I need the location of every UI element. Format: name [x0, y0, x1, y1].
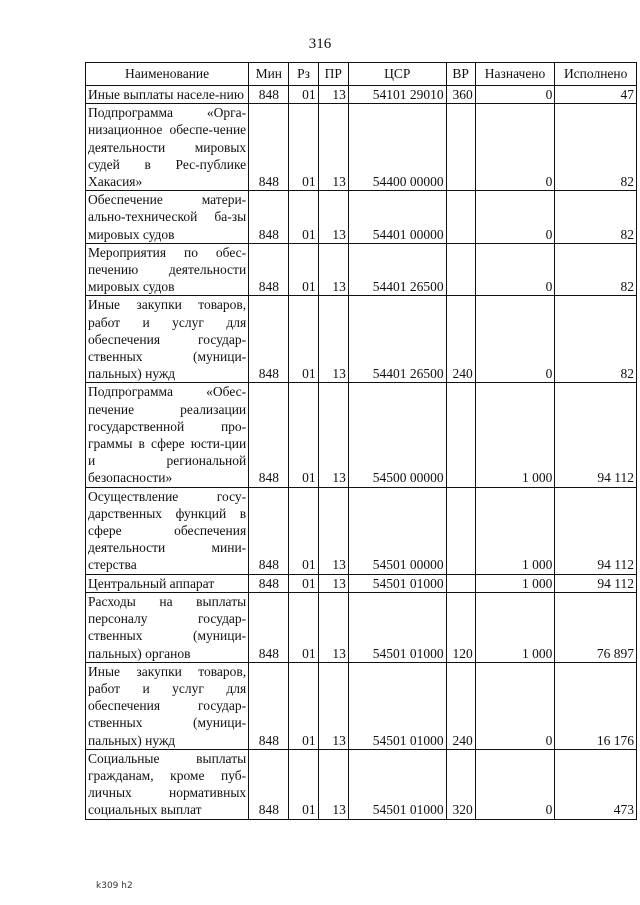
row-executed: 82: [555, 191, 637, 244]
header-executed: Исполнено: [555, 63, 637, 86]
row-rz: 01: [289, 662, 318, 749]
row-pr: 13: [318, 86, 348, 104]
row-rz: 01: [289, 749, 318, 819]
row-executed: 82: [555, 243, 637, 296]
row-assigned: 0: [475, 191, 555, 244]
header-min: Мин: [249, 63, 289, 86]
row-vr: 240: [446, 662, 475, 749]
row-min: 848: [249, 86, 289, 104]
row-assigned: 1 000: [475, 383, 555, 487]
row-rz: 01: [289, 86, 318, 104]
row-csr: 54401 26500: [348, 243, 446, 296]
row-executed: 82: [555, 104, 637, 191]
table-row: [86, 592, 637, 662]
row-pr: 13: [318, 487, 348, 574]
row-csr: 54400 00000: [348, 104, 446, 191]
table-row: [86, 104, 637, 191]
row-executed: 94 112: [555, 383, 637, 487]
row-executed: 76 897: [555, 592, 637, 662]
row-assigned: 0: [475, 243, 555, 296]
row-pr: 13: [318, 749, 348, 819]
row-pr: 13: [318, 592, 348, 662]
row-name: Центральный аппарат: [86, 574, 249, 592]
header-csr: ЦСР: [348, 63, 446, 86]
table-row: [86, 191, 637, 244]
row-min: 848: [249, 662, 289, 749]
row-executed: 47: [555, 86, 637, 104]
row-vr: 120: [446, 592, 475, 662]
row-assigned: 1 000: [475, 574, 555, 592]
header-assigned: Назначено: [475, 63, 555, 86]
row-rz: 01: [289, 383, 318, 487]
row-name: Мероприятия по обес-печению деятельности мировых судов: [86, 243, 249, 296]
row-assigned: 0: [475, 749, 555, 819]
row-pr: 13: [318, 662, 348, 749]
row-csr: 54501 01000: [348, 662, 446, 749]
header-row: [86, 63, 637, 86]
table-row: [86, 86, 637, 104]
row-rz: 01: [289, 592, 318, 662]
row-assigned: 1 000: [475, 592, 555, 662]
row-min: 848: [249, 592, 289, 662]
row-pr: 13: [318, 191, 348, 244]
table-header: [86, 63, 637, 86]
row-min: 848: [249, 104, 289, 191]
header-pr: ПР: [318, 63, 348, 86]
row-rz: 01: [289, 296, 318, 383]
row-rz: 01: [289, 191, 318, 244]
table-row: [86, 487, 637, 574]
row-vr: [446, 191, 475, 244]
row-csr: 54501 01000: [348, 749, 446, 819]
budget-table: [85, 62, 637, 820]
row-vr: 320: [446, 749, 475, 819]
row-min: 848: [249, 749, 289, 819]
table-row: [86, 749, 637, 819]
header-rz: Рз: [289, 63, 318, 86]
row-min: 848: [249, 383, 289, 487]
table-row: [86, 662, 637, 749]
row-csr: 54401 26500: [348, 296, 446, 383]
row-assigned: 0: [475, 662, 555, 749]
row-min: 848: [249, 574, 289, 592]
row-executed: 82: [555, 296, 637, 383]
row-executed: 94 112: [555, 487, 637, 574]
row-vr: [446, 243, 475, 296]
row-pr: 13: [318, 104, 348, 191]
row-csr: 54501 01000: [348, 574, 446, 592]
header-vr: ВР: [446, 63, 475, 86]
table-row: [86, 296, 637, 383]
row-pr: 13: [318, 574, 348, 592]
row-executed: 94 112: [555, 574, 637, 592]
row-assigned: 0: [475, 86, 555, 104]
row-min: 848: [249, 296, 289, 383]
table-body: [86, 86, 637, 820]
page-number: 316: [308, 36, 332, 52]
row-name: Обеспечение матери-ально-технической ба-зы мировых судов: [86, 191, 249, 244]
row-name: Социальные выплаты гражданам, кроме пуб-личных нормативных социальных выплат: [86, 749, 249, 819]
row-csr: 54401 00000: [348, 191, 446, 244]
row-pr: 13: [318, 243, 348, 296]
row-rz: 01: [289, 487, 318, 574]
row-name: Расходы на выплаты персоналу государ-ственных (муници-пальных) органов: [86, 592, 249, 662]
row-name: Иные выплаты населе-нию: [86, 86, 249, 104]
row-name: Иные закупки товаров, работ и услуг для обеспечения государ-ственных (муници-пальных) нужд: [86, 662, 249, 749]
row-min: 848: [249, 191, 289, 244]
row-name: Иные закупки товаров, работ и услуг для обеспечения государ-ственных (муници-пальных) нужд: [86, 296, 249, 383]
row-assigned: 1 000: [475, 487, 555, 574]
row-csr: 54501 00000: [348, 487, 446, 574]
footer-code: k309 h2: [96, 881, 133, 891]
row-executed: 16 176: [555, 662, 637, 749]
row-rz: 01: [289, 104, 318, 191]
row-vr: 360: [446, 86, 475, 104]
row-pr: 13: [318, 383, 348, 487]
row-vr: 240: [446, 296, 475, 383]
row-csr: 54501 01000: [348, 592, 446, 662]
row-pr: 13: [318, 296, 348, 383]
row-vr: [446, 574, 475, 592]
table-row: [86, 243, 637, 296]
row-name: Подпрограмма «Обес-печение реализации государственной про-граммы в сфере юсти-ции и региональной безопасности»: [86, 383, 249, 487]
row-name: Осуществление госу-дарственных функций в сфере обеспечения деятельности мини-стерства: [86, 487, 249, 574]
row-csr: 54101 29010: [348, 86, 446, 104]
row-rz: 01: [289, 243, 318, 296]
row-vr: [446, 104, 475, 191]
row-name: Подпрограмма «Орга-низационное обеспе-чение деятельности мировых судей в Рес-публике Хакасия»: [86, 104, 249, 191]
header-name: Наименование: [86, 63, 249, 86]
row-assigned: 0: [475, 296, 555, 383]
table-row: [86, 383, 637, 487]
row-csr: 54500 00000: [348, 383, 446, 487]
row-min: 848: [249, 487, 289, 574]
table-row: [86, 574, 637, 592]
row-rz: 01: [289, 574, 318, 592]
row-vr: [446, 487, 475, 574]
row-executed: 473: [555, 749, 637, 819]
row-assigned: 0: [475, 104, 555, 191]
row-vr: [446, 383, 475, 487]
row-min: 848: [249, 243, 289, 296]
